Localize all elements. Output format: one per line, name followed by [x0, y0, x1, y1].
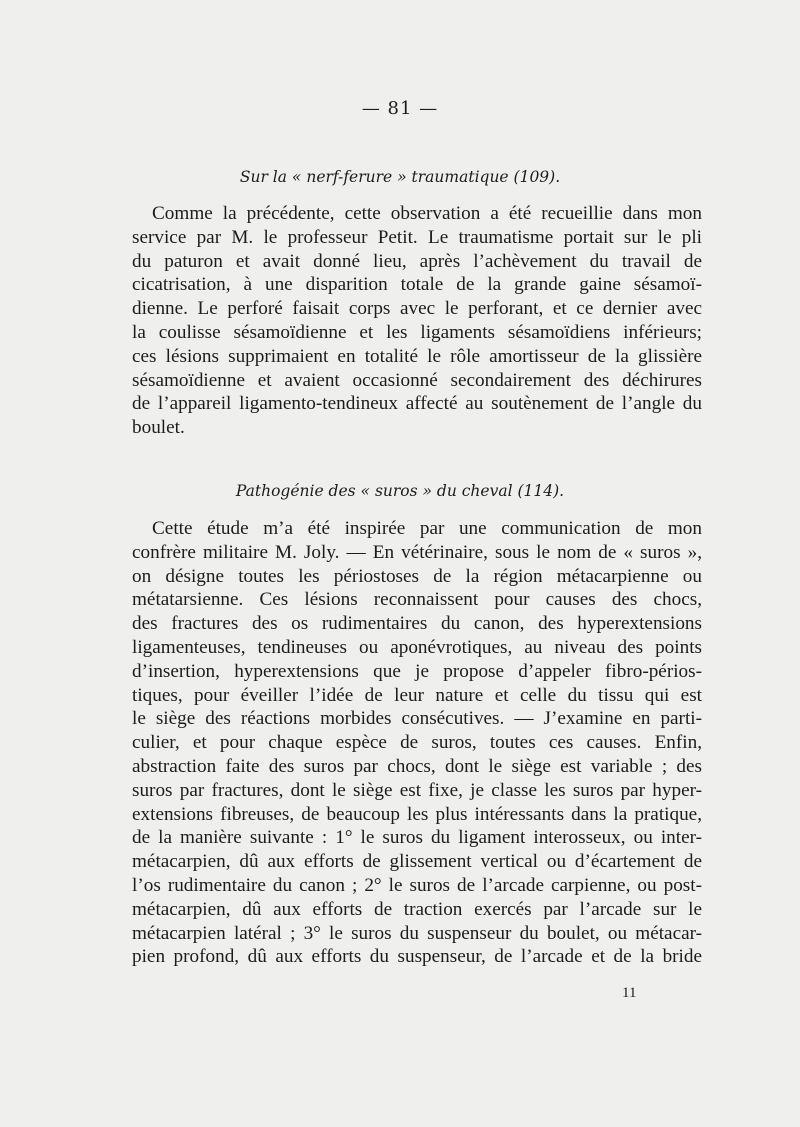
text-line: abstraction faite des suros par chocs, dont le siège est variable ; des	[132, 755, 702, 777]
text-line: on désigne toutes les périostoses de la région métacarpienne ou	[132, 565, 702, 587]
paragraph-pathogenie-suros	[132, 517, 702, 969]
text-line: dienne. Le perforé faisait corps avec le perforant, et ce dernier avec	[132, 298, 702, 320]
section-title-nerf-ferure: Sur la « nerf-ferure » traumatique (109).	[239, 168, 561, 186]
text-line: métacarpien latéral ; 3° le suros du suspenseur du boulet, ou métacar-	[132, 922, 702, 944]
text-line: de la manière suivante : 1° le suros du ligament interosseux, ou inter-	[132, 827, 702, 849]
text-line: culier, et pour chaque espèce de suros, toutes ces causes. Enfin,	[132, 732, 702, 754]
paragraph-nerf-ferure	[132, 202, 702, 440]
text-line: ces lésions supprimaient en totalité le rôle amortisseur de la glissière	[132, 345, 702, 367]
text-line: confrère militaire M. Joly. — En vétérinaire, sous le nom de « suros »,	[132, 541, 702, 563]
text-line: suros par fractures, dont le siège est fixe, je classe les suros par hyper-	[132, 779, 702, 801]
text-line: l’os rudimentaire du canon ; 2° le suros de l’arcade carpienne, ou post-	[132, 874, 702, 896]
text-line: tiques, pour éveiller l’idée de leur nature et celle du tissu qui est	[132, 684, 702, 706]
text-line: Comme la précédente, cette observation a été recueillie dans mon	[152, 203, 702, 224]
text-line: métacarpien, dû aux efforts de glissement vertical ou d’écartement de	[132, 851, 702, 873]
page-number: — 81 —	[361, 98, 439, 119]
text-line: de l’appareil ligamento-tendineux affecté au soutènement de l’angle du	[132, 393, 702, 415]
text-line: des fractures des os rudimentaires du canon, des hyperextensions	[132, 613, 702, 635]
text-line: Cette étude m’a été inspirée par une communication de mon	[152, 518, 702, 539]
section-title-pathogenie-suros: Pathogénie des « suros » du cheval (114).	[235, 482, 565, 500]
text-line: sésamoïdienne et avaient occasionné secondairement des déchirures	[132, 369, 702, 391]
text-line: du paturon et avait donné lieu, après l’achèvement du travail de	[132, 250, 702, 272]
text-line: ligamenteuses, tendineuses ou aponévrotiques, au niveau des points	[132, 636, 702, 658]
text-line: extensions fibreuses, de beaucoup les plus intéressants dans la pratique,	[132, 803, 702, 825]
text-line: d’insertion, hyperextensions que je propose d’appeler fibro-périos-	[132, 660, 702, 682]
text-line: métacarpien, dû aux efforts de traction exercés par l’arcade sur le	[132, 898, 702, 920]
text-line: cicatrisation, à une disparition totale de la grande gaine sésamoï-	[132, 274, 702, 296]
signature-mark: 11	[622, 985, 637, 1001]
text-line: métatarsienne. Ces lésions reconnaissent pour causes des chocs,	[132, 589, 702, 611]
text-line: la coulisse sésamoïdienne et les ligaments sésamoïdiens inférieurs;	[132, 321, 702, 343]
text-line: service par M. le professeur Petit. Le traumatisme portait sur le pli	[132, 226, 702, 248]
text-line: boulet.	[132, 417, 185, 439]
text-line: pien profond, dû aux efforts du suspenseur, de l’arcade et de la bride	[132, 946, 702, 968]
text-line: le siège des réactions morbides consécutives. — J’examine en parti-	[132, 708, 702, 730]
